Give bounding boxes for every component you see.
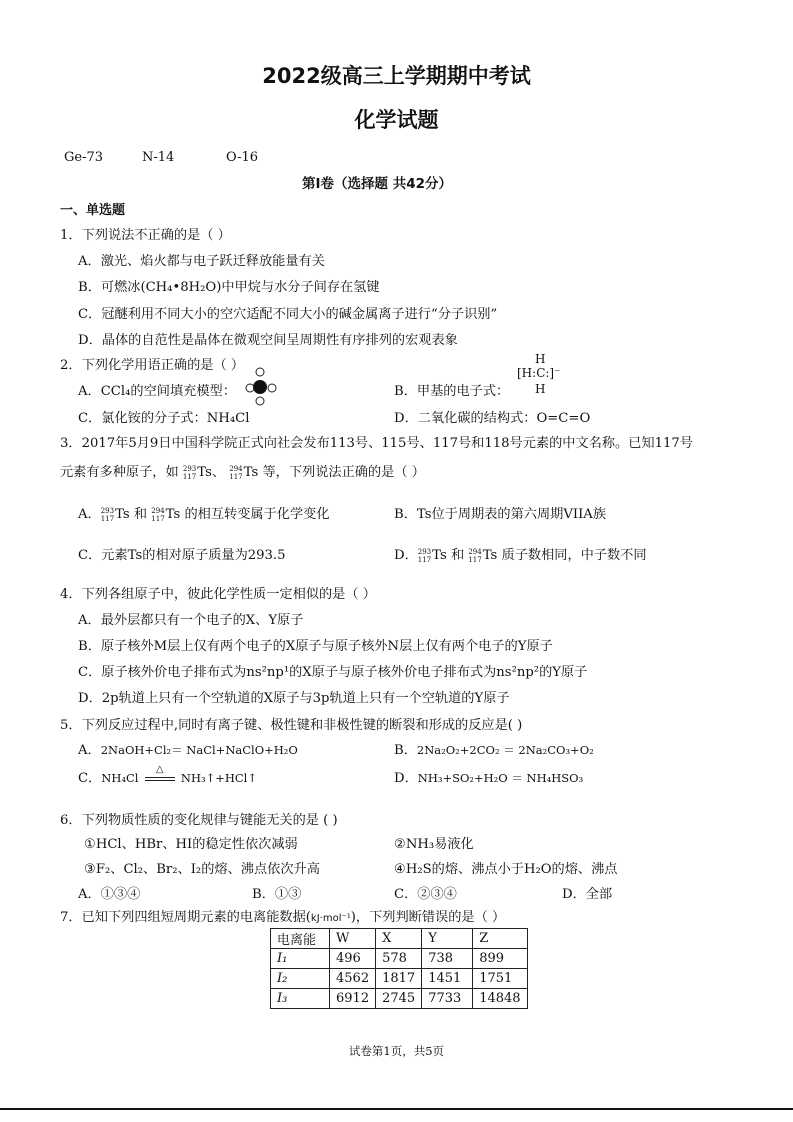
- table-header-row: [271, 929, 528, 949]
- q3-option-d: D．293 117Ts 和 294 117Ts 质子数相同，中子数不同: [394, 547, 647, 564]
- table-cell: 1751: [473, 969, 527, 989]
- q5-option-b: B．2Na₂O₂+2CO₂ ＝ 2Na₂CO₃+O₂: [394, 743, 594, 758]
- q6-statement-2: ②NH₃易液化: [394, 837, 474, 852]
- table-cell: 14848: [473, 989, 527, 1009]
- table-cell: I₃: [271, 989, 330, 1009]
- table-cell: I₁: [271, 949, 330, 969]
- q4-stem: 4．下列各组原子中，彼此化学性质一定相似的是（ ）: [60, 587, 376, 602]
- table-cell: 7733: [422, 989, 473, 1009]
- table-row: [271, 969, 528, 989]
- q2-option-c: C．氯化铵的分子式：NH₄Cl: [78, 411, 250, 426]
- exam-subtitle: 化学试题: [354, 108, 439, 132]
- page-footer: 试卷第1页，共5页: [348, 1044, 445, 1058]
- q1-option-c: C．冠醚利用不同大小的空穴适配不同大小的碱金属离子进行“分子识别”: [78, 307, 498, 322]
- q2-option-a: A．CCl₄的空间填充模型：: [78, 384, 236, 399]
- methyl-top-h: H: [535, 352, 546, 366]
- atomic-mass-n: N-14: [142, 150, 175, 165]
- q3-stem-line2: 元素有多种原子，如 293 117Ts、 294 117Ts 等，下列说法正确的是（ ）: [60, 464, 425, 481]
- table-cell: 2745: [376, 989, 422, 1009]
- q4-option-b: B．原子核外M层上仅有两个电子的X原子与原子核外N层上仅有两个电子的Y原子: [78, 639, 553, 654]
- table-row: [271, 949, 528, 969]
- q1-option-d: D．晶体的自范性是晶体在微观空间呈周期性有序排列的宏观表象: [78, 333, 458, 348]
- q4-option-a: A．最外层都只有一个电子的X、Y原子: [78, 613, 304, 628]
- q6-stem: 6．下列物质性质的变化规律与键能无关的是 ( ): [60, 813, 338, 828]
- q2-stem: 2．下列化学用语正确的是（ ）: [60, 358, 245, 373]
- methyl-electron-formula: [H:C:]⁻: [517, 366, 561, 380]
- q4-option-d: D．2p轨道上只有一个空轨道的X原子与3p轨道上只有一个空轨道的Y原子: [78, 691, 510, 706]
- iso-293-label: 293 117: [182, 464, 197, 481]
- part-heading: 第I卷（选择题 共42分）: [302, 176, 453, 192]
- q6-statement-1: ①HCl、HBr、HI的稳定性依次减弱: [84, 837, 298, 852]
- page-bottom-rule: [0, 1108, 793, 1110]
- table-row: [271, 989, 528, 1009]
- q3-option-a: A．293 117Ts 和 294 117Ts 的相互转变属于化学变化: [78, 506, 330, 523]
- q4-option-c: C．原子核外价电子排布式为ns²np¹的X原子与原子核外价电子排布式为ns²np²的Y原子: [78, 665, 588, 680]
- methyl-bottom-h: H: [535, 382, 546, 396]
- table-cell: 738: [422, 949, 473, 969]
- q6-statement-3: ③F₂、Cl₂、Br₂、I₂的熔、沸点依次升高: [84, 862, 320, 877]
- ionization-energy-table: [270, 928, 528, 1009]
- heat-condition: △: [155, 764, 164, 775]
- q5-option-c: C．NH₄Cl △ NH₃↑+HCl↑: [78, 764, 257, 786]
- q1-option-b: B．可燃冰(CH₄•8H₂O)中甲烷与水分子间存在氢键: [78, 280, 380, 295]
- q1-option-a: A．激光、焰火都与电子跃迁释放能量有关: [78, 254, 325, 269]
- q2-option-b: B．甲基的电子式：: [394, 384, 510, 399]
- atomic-mass-ge: Ge-73: [64, 150, 104, 165]
- table-cell: 1451: [422, 969, 473, 989]
- q6-option-d: D．全部: [562, 887, 613, 902]
- ccl4-space-filling-model-icon: [242, 364, 282, 408]
- table-header-cell: W: [330, 929, 376, 949]
- q3-option-b: B．Ts位于周期表的第六周期VIIA族: [394, 507, 607, 522]
- iso-294-label: 294 117: [229, 464, 243, 481]
- exam-title: 2022级高三上学期期中考试: [262, 64, 531, 88]
- section-heading: 一、单选题: [60, 203, 126, 218]
- table-cell: I₂: [271, 969, 330, 989]
- q5-option-d: D．NH₃+SO₂+H₂O ＝ NH₄HSO₃: [394, 771, 584, 786]
- table-header-cell: 电离能: [271, 929, 330, 949]
- q6-option-c: C．②③④: [394, 887, 457, 902]
- q3-stem-line1: 3．2017年5月9日中国科学院正式向社会发布113号、115号、117号和118号元素的中文名称。已知117号: [60, 436, 693, 451]
- q3-option-c: C．元素Ts的相对原子质量为293.5: [78, 548, 286, 563]
- q2-option-d: D．二氧化碳的结构式：O=C=O: [394, 411, 591, 426]
- table-header-cell: Y: [422, 929, 473, 949]
- table-cell: 4562: [330, 969, 376, 989]
- table-header-cell: X: [376, 929, 422, 949]
- q6-option-b: B．①③: [252, 887, 302, 902]
- table-cell: 496: [330, 949, 376, 969]
- table-header-cell: Z: [473, 929, 527, 949]
- atomic-mass-o: O-16: [226, 150, 259, 165]
- table-cell: 1817: [376, 969, 422, 989]
- table-cell: 6912: [330, 989, 376, 1009]
- table-cell: 899: [473, 949, 527, 969]
- q7-stem: 7．已知下列四组短周期元素的电离能数据(kJ·mol⁻¹)，下列判断错误的是（ ）: [60, 910, 506, 925]
- q6-option-a: A．①③④: [78, 887, 141, 902]
- q6-statement-4: ④H₂S的熔、沸点小于H₂O的熔、沸点: [394, 862, 618, 877]
- q5-stem: 5．下列反应过程中,同时有离子键、极性键和非极性键的断裂和形成的反应是( ): [60, 718, 523, 733]
- q5-option-a: A．2NaOH+Cl₂＝ NaCl+NaClO+H₂O: [78, 743, 298, 758]
- q1-stem: 1．下列说法不正确的是（ ）: [60, 228, 231, 243]
- table-cell: 578: [376, 949, 422, 969]
